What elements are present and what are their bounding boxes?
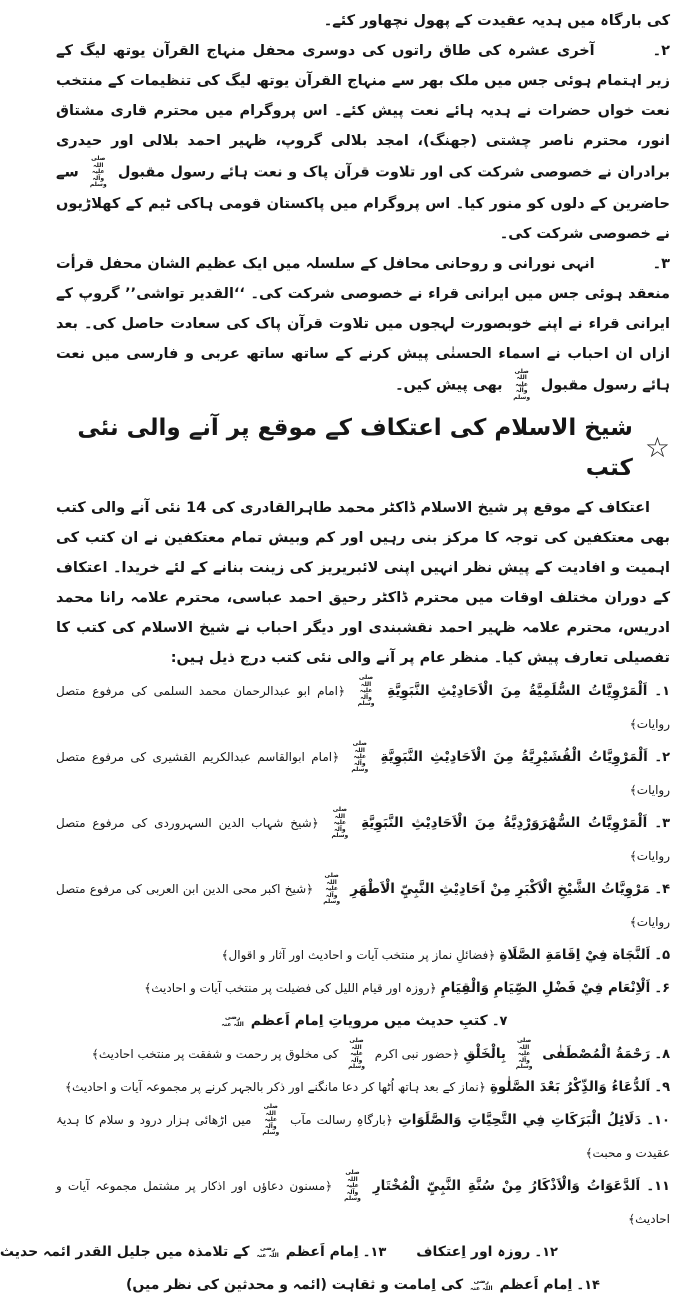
sallallahu-alayhi-wasallam-mark: صلی اللہ علیہ وآلہ وسلم <box>348 1037 365 1071</box>
book-title-urdu: روزہ اور اِعتکاف <box>416 1244 531 1260</box>
sallallahu-alayhi-wasallam-mark: صلی اللہ علیہ وآلہ وسلم <box>262 1103 280 1137</box>
book-title-urdu: اِمام اَعظم <box>285 1244 359 1260</box>
book-title-arabic: بِالْخَلْقِ <box>463 1046 506 1062</box>
book-title-arabic: اَلْمَرْوِيَّاتُ السُّهْرَوَرْدِيَّةُ مِنَ الْاَحَادِيْثِ النَّبَوِيَّةِ <box>361 815 648 831</box>
star-icon: ☆ <box>644 431 670 464</box>
section-heading-text: شیخ الاسلام کی اعتکاف کے موقع پر آنے والی نئی کتب <box>77 415 633 481</box>
book-number: ۱۱۔ <box>646 1179 670 1194</box>
paragraph-3-text-b: بھی پیش کیں۔ <box>395 376 503 393</box>
book-item-12 <box>416 1236 558 1269</box>
book-number: ۹۔ <box>654 1080 670 1095</box>
book-title-arabic: دَلَائِلُ الْبَرَكَاتِ فِي التَّحِيَّاتِ وَالصَّلَوَاتِ <box>398 1112 642 1128</box>
book-description: ﴿امام ابوالقاسم عبدالکریم القشیری کی مرفوع متصل روایات﴾ <box>56 750 670 797</box>
book-number: ۱۔ <box>654 684 670 699</box>
book-number: ۱۰۔ <box>646 1113 670 1128</box>
book-description: کی مخلوق پر رحمت و شفقت پر منتخب احادیث﴾ <box>91 1047 339 1061</box>
sallallahu-alayhi-wasallam-mark: صلی اللہ علیہ وآلہ وسلم <box>357 674 375 708</box>
book-item-3 <box>56 807 670 873</box>
book-item-7 <box>56 1005 670 1038</box>
book-title-arabic: اَلدُّعَاءُ وَالذِّكْرُ بَعْدَ الصَّلٰوةِ <box>489 1079 651 1095</box>
book-title-arabic: اَلْمَرْوِيَّاتُ الْقُشَيْرِيَّةُ مِنَ الْاَحَادِيْثِ النَّبَوِيَّةِ <box>380 749 648 765</box>
book-description: ﴿حضور نبی اکرم <box>374 1047 460 1061</box>
book-title-urdu: کی اِمامت و ثقاہت (ائمہ و محدثین کی نظر میں) <box>126 1277 464 1293</box>
book-title-urdu: کے تلامذہ میں جلیل القدر ائمہ حدیث <box>0 1244 250 1260</box>
books-row-12-13 <box>0 1236 670 1269</box>
book-item-4 <box>56 873 670 939</box>
book-item-13 <box>0 1236 386 1269</box>
book-description: ﴿امام ابو عبدالرحمان محمد السلمی کی مرفوع متصل روایات﴾ <box>56 684 670 731</box>
book-description: ﴿بارگاہِ رسالت مآب <box>290 1113 393 1127</box>
book-number: ۵۔ <box>654 948 670 963</box>
paragraph-2-text-b: سے حاضرین کے دلوں کو منور کیا۔ اس پروگرام میں پاکستان قومی ہاکی ٹیم کے کھلاڑیوں نے خصوصی شرکت کی۔ <box>56 164 670 242</box>
book-description: ﴿مسنون دعاؤں اور اذکار پر مشتمل مجموعہ آیات و احادیث﴾ <box>56 1179 670 1226</box>
book-title-arabic: اَلْمَرْوِيَّاتُ السُّلَمِيَّةُ مِنَ الْاَحَادِيْثِ النَّبَوِيَّةِ <box>387 683 648 699</box>
radi-allahu-anhu-mark: رضی اللہ عنہ <box>221 1014 244 1028</box>
book-number: ۱۳۔ <box>362 1245 387 1260</box>
book-item-10 <box>56 1104 670 1170</box>
book-title-arabic: مَرْوِيَّاتُ الشَّيْخِ الْاَكْبَرِ مِنْ اَحَادِيْثِ النَّبِيِّ الْاَطْهَرِ <box>350 881 650 897</box>
book-item-5 <box>56 939 670 972</box>
book-title-urdu: کتبِ حدیث میں مرویاتِ اِمام اَعظم <box>250 1013 488 1029</box>
book-number: ۱۴۔ <box>576 1278 600 1293</box>
section-intro: اعتکاف کے موقع پر شیخ الاسلام ڈاکٹر محمد طاہرالقادری کی 14 نئی آنے والی کتب بھی معتکفین کی توجہ کا مرکز بنی رہیں اور کم وبیش تمام معتکفین نے ان کتب کی اہمیت و افادیت کے پیش نظر انہیں اپنی لائبریریز کی زینت بنانے کے لئے خریدا۔ اعتکاف کے دوران مختلف اوقات میں محترم ڈاکٹر رحیق احمد عباسی، محترم علامہ رانا محمد ادریس، محترم علامہ ظہیر احمد نقشبندی اور دیگر احباب نے شیخ الاسلام کی کتب کا تفصیلی تعارف پیش کیا۔ منظر عام پر آنے والی نئی کتب درج ذیل ہیں: <box>56 500 670 666</box>
book-description: ﴿شیخ شہاب الدین السہروردی کی مرفوع متصل روایات﴾ <box>56 816 670 863</box>
book-description: ﴿شیخ اکبر محی الدین ابن العربی کی مرفوع متصل روایات﴾ <box>56 882 670 929</box>
book-number: ۲۔ <box>654 750 670 765</box>
paragraph-3-number: ۳۔ <box>652 255 670 272</box>
paragraph-2 <box>56 36 670 249</box>
sallallahu-alayhi-wasallam-mark: صلی اللہ علیہ وآلہ وسلم <box>515 1037 533 1071</box>
sallallahu-alayhi-wasallam-mark: صلی اللہ علیہ وآلہ وسلم <box>351 740 369 774</box>
book-description: ﴿روزہ اور قیام اللیل کی فضیلت پر منتخب آیات و احادیث﴾ <box>144 981 437 995</box>
opening-line: کی بارگاہ میں ہدیہ عقیدت کے پھول نچھاور کئے۔ <box>323 13 670 29</box>
book-item-6 <box>56 972 670 1005</box>
book-number: ۸۔ <box>654 1047 670 1062</box>
book-item-14 <box>56 1269 670 1302</box>
book-description: میں اڑھائی ہزار درود و سلام کا ہدیۂ عقیدت و محبت﴾ <box>56 1113 670 1160</box>
book-description: ﴿فضائلِ نماز پر منتخب آیات و احادیث اور آثار و اقوال﴾ <box>221 948 496 962</box>
book-title-arabic: اَلنَّجَاة فِيْ اِقَامَةِ الصَّلَاةِ <box>499 947 651 963</box>
sallallahu-alayhi-wasallam-mark: صلی اللہ علیہ وآلہ وسلم <box>89 155 107 188</box>
book-number: ۶۔ <box>654 981 670 996</box>
radi-allahu-anhu-mark: رضی اللہ عنہ <box>256 1245 279 1259</box>
book-title-arabic: اَلدَّعَوَاتُ وَالْاَذْكَارُ مِنْ سُنَّةِ النَّبِيِّ الْمُخْتَارِ <box>372 1178 641 1194</box>
book-item-2 <box>56 741 670 807</box>
book-title-arabic: اَلْاِنْعَام فِيْ فَضْلِ الصِّيَامِ وَالْقِيَامِ <box>440 980 651 996</box>
sallallahu-alayhi-wasallam-mark: صلی اللہ علیہ وآلہ وسلم <box>513 367 531 401</box>
book-number: ۷۔ <box>491 1014 508 1029</box>
book-item-1 <box>56 675 670 741</box>
book-number: ۱۲۔ <box>534 1245 558 1260</box>
books-list <box>0 674 671 1302</box>
book-title-urdu: اِمام اَعظم <box>499 1277 573 1293</box>
sallallahu-alayhi-wasallam-mark: صلی اللہ علیہ وآلہ وسلم <box>331 806 349 840</box>
paragraph-3 <box>56 249 670 402</box>
paragraph-2-text-a: آخری عشرہ کی طاق راتوں کی دوسری محفل منہاج القرآن یوتھ لیگ کے زیر اہتمام ہوئی جس میں ملک بھر سے منہاج القرآن یوتھ لیگ کی تنظیمات کے منتخب نعت خواں حضرات نے ہدیہ ہائے نعت پیش کئے۔ اس پروگرام میں محترم قاری مشتاق انور، محترم ناصر چشتی (جھنگ)، امجد بلالی گروپ، ظہیر احمد بلالی اور حیدری برادران نے خصوصی شرکت کی اور تلاوت قرآن پاک و نعت ہائے رسول مقبول <box>56 43 670 181</box>
sallallahu-alayhi-wasallam-mark: صلی اللہ علیہ وآلہ وسلم <box>344 1169 361 1203</box>
book-title-arabic: رَحْمَةُ الْمُصْطَفٰی <box>542 1046 651 1062</box>
book-number: ۴۔ <box>654 882 671 897</box>
paragraph-3-text-a: انہی نورانی و روحانی محافل کے سلسلہ میں ایک عظیم الشان محفل قرأت منعقد ہوئی جس میں ایرانی قراء نے خصوصی شرکت کی۔ ‘‘القدیر تواشی’’ گروپ کے ایرانی قراء نے اپنے خوبصورت لہجوں میں تلاوت قرآن پاک کی سعادت حاصل کی۔ بعد ازاں ان احباب نے اسماء الحسنٰی پیش کرنے کے ساتھ ساتھ عربی و فارسی میں نعت ہائے رسول مقبول <box>56 255 670 393</box>
book-item-9 <box>56 1071 670 1104</box>
book-number: ۳۔ <box>654 816 671 831</box>
book-description: ﴿نماز کے بعد ہاتھ اُٹھا کر دعا مانگنے اور ذکر بالجہر کرنے پر مجموعہ آیات و احادیث﴾ <box>65 1080 486 1094</box>
radi-allahu-anhu-mark: رضی اللہ عنہ <box>470 1278 493 1292</box>
section-heading <box>56 408 670 488</box>
book-item-8 <box>56 1038 670 1071</box>
sallallahu-alayhi-wasallam-mark: صلی اللہ علیہ وآلہ وسلم <box>323 872 341 906</box>
paragraph-2-number: ۲۔ <box>652 43 670 59</box>
book-item-11 <box>56 1170 670 1236</box>
